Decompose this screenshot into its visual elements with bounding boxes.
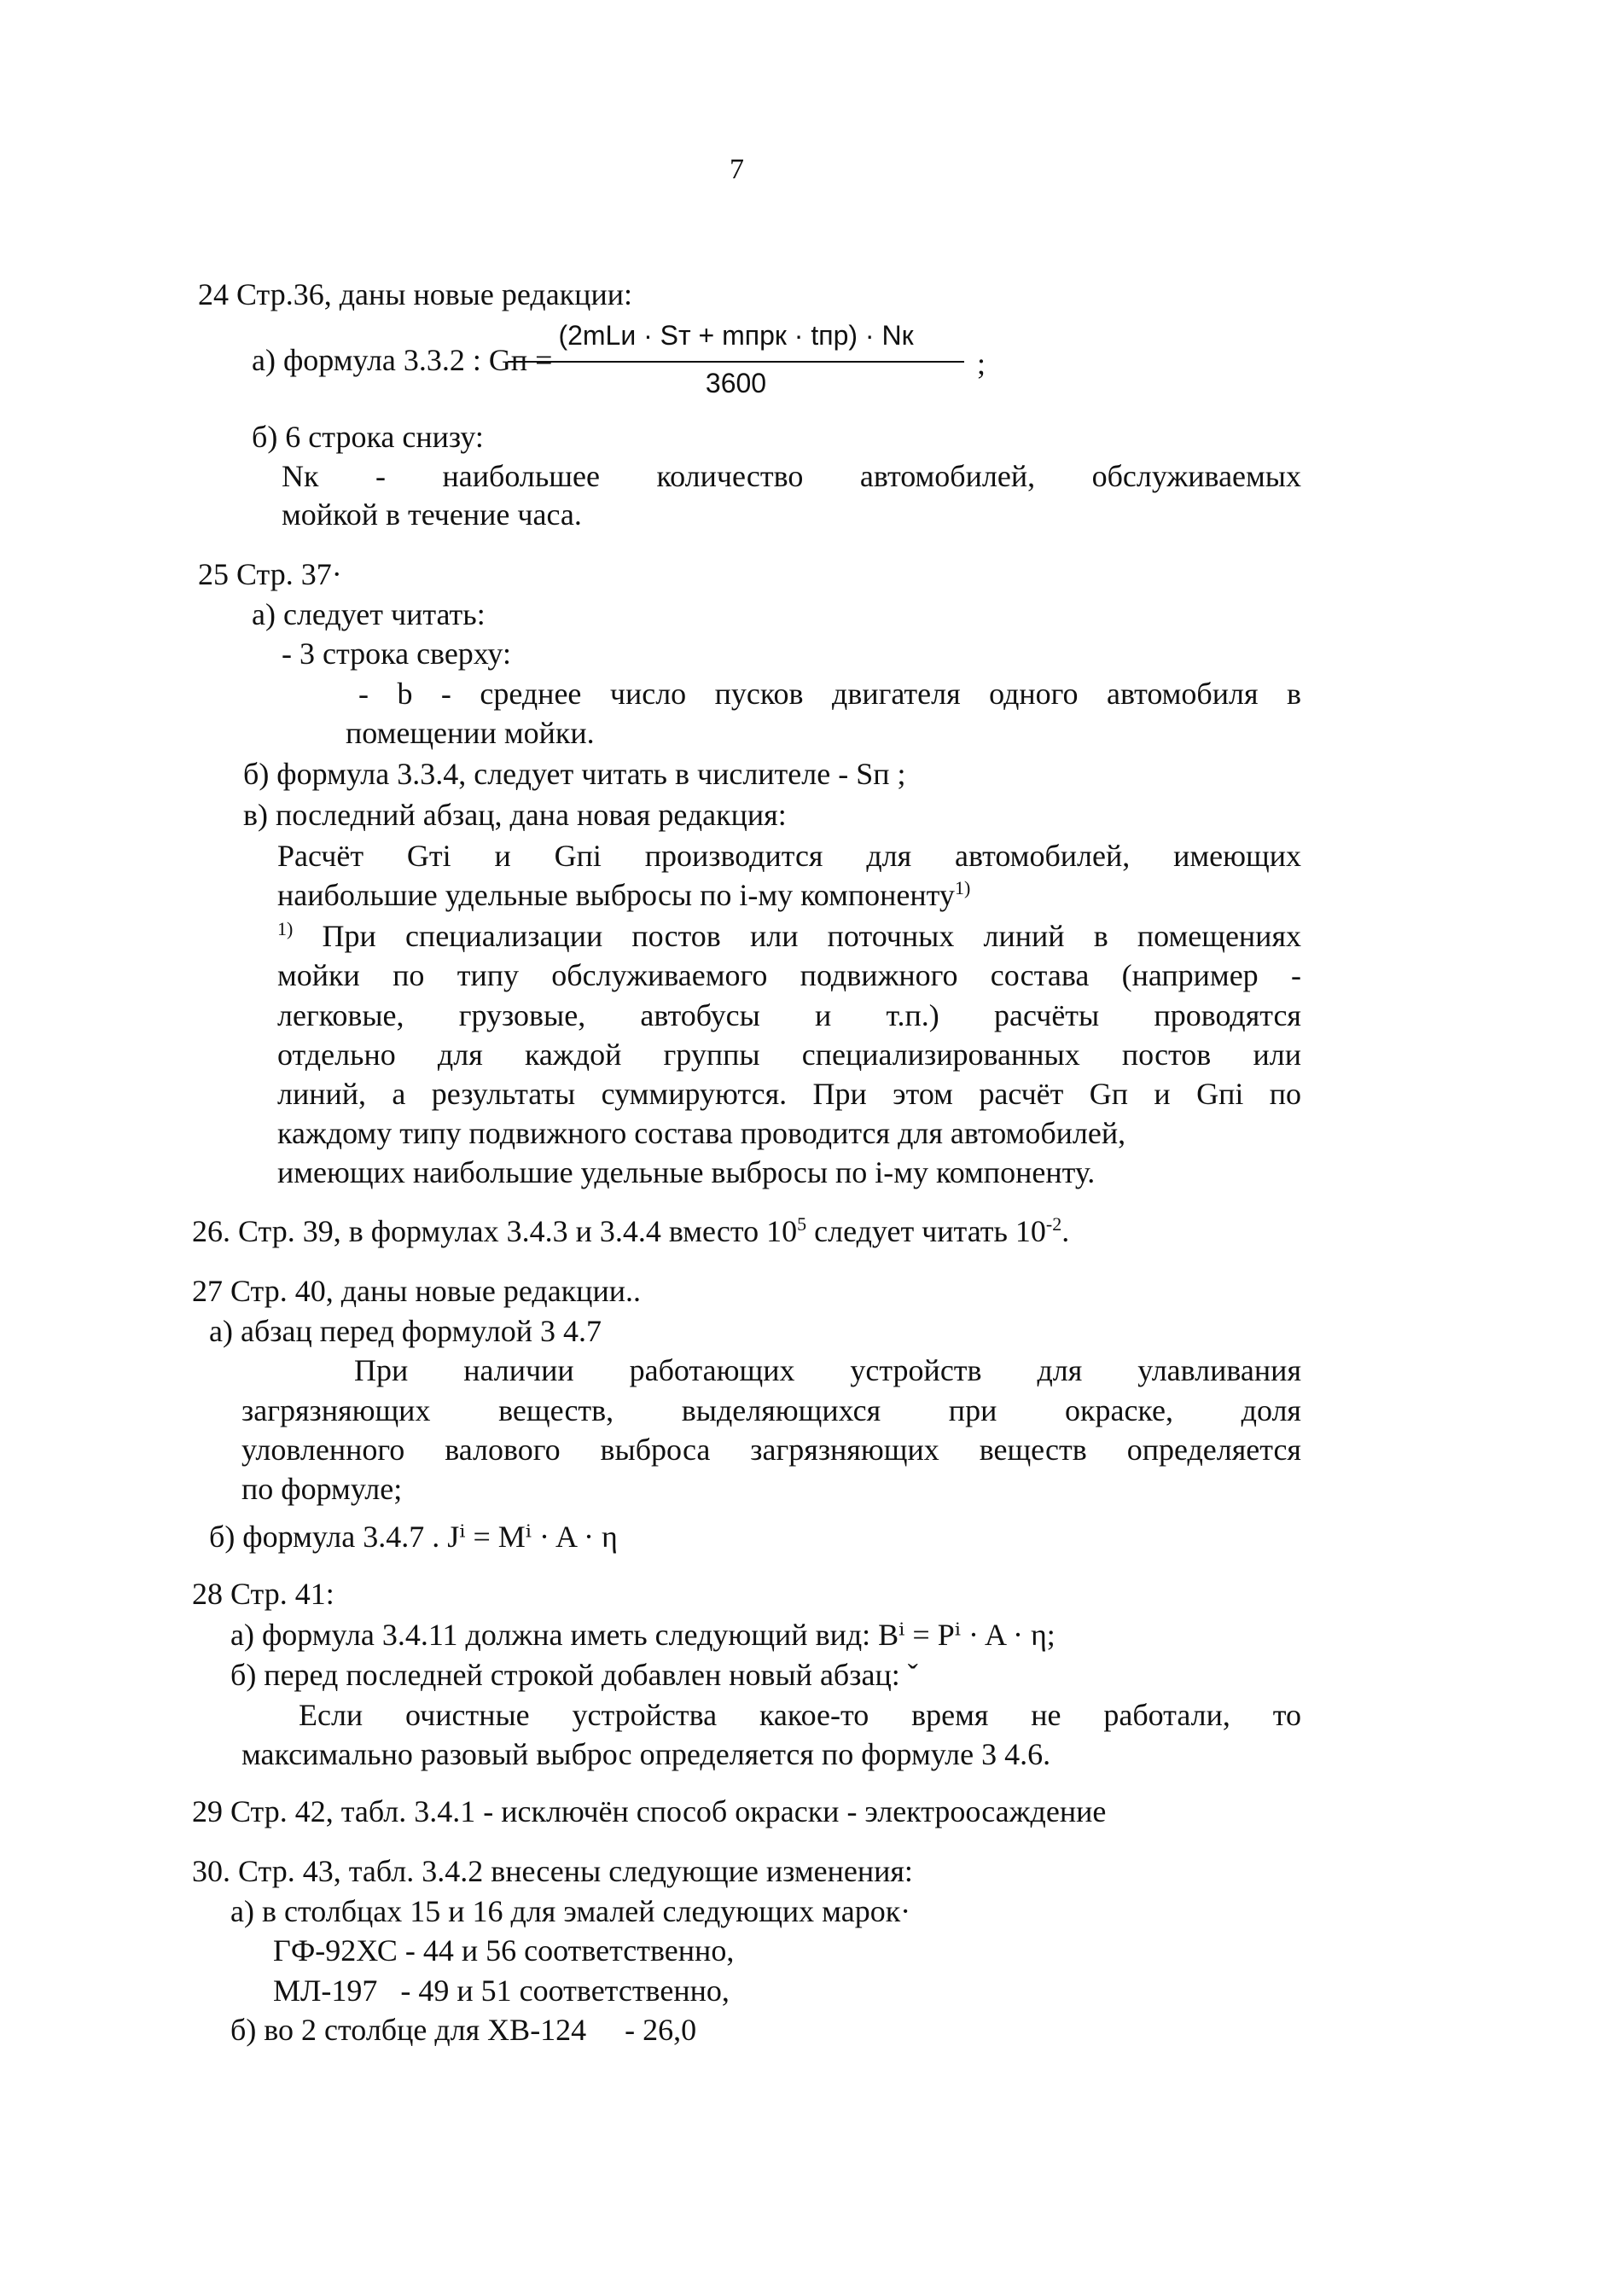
item-30-ml: МЛ-197 - 49 и 51 соответственно, bbox=[273, 1973, 730, 2008]
item-27-p1: При наличии работающих устройств для улавливания bbox=[354, 1353, 1301, 1387]
item-28-a: а) формула 3.4.11 должна иметь следующий вид: Bⁱ = Pⁱ · A · η; bbox=[230, 1618, 1055, 1652]
item-25-foot2: мойки по типу обслуживаемого подвижного состава (например - bbox=[277, 958, 1301, 992]
formula-semicolon: ; bbox=[977, 346, 986, 381]
item-30-b: б) во 2 столбце для ХВ-124 - 26,0 bbox=[230, 2013, 697, 2047]
item-25-c: в) последний абзац, дана новая редакция: bbox=[243, 798, 787, 832]
item-24-nk-line2: мойкой в течение часа. bbox=[282, 497, 582, 532]
item-24-heading: 24 Стр.36, даны новые редакции: bbox=[198, 277, 632, 311]
item-28-b: б) перед последней строкой добавлен новый абзац: ˇ bbox=[230, 1658, 918, 1692]
item-27-p4: по формуле; bbox=[241, 1472, 403, 1506]
item-26-sup-a: 5 bbox=[797, 1213, 807, 1235]
item-28-p1: Если очистные устройства какое-то время не работали, то bbox=[299, 1698, 1301, 1732]
item-25-calc1: Расчёт Gтi и Gпi производится для автомобилей, имеющих bbox=[277, 839, 1301, 873]
footnote-mark: 1) bbox=[277, 918, 294, 939]
item-28-heading: 28 Стр. 41: bbox=[192, 1577, 334, 1611]
calc2-footnote-mark: 1) bbox=[954, 877, 971, 898]
item-29: 29 Стр. 42, табл. 3.4.1 - исключён способ окраски - электроосаждение bbox=[192, 1794, 1107, 1828]
item-27-p3: уловленного валового выброса загрязняющих веществ определяется bbox=[241, 1433, 1301, 1467]
item-25-a-line: - 3 строка сверху: bbox=[282, 636, 511, 671]
item-24-nk-line1: Nк - наибольшее количество автомобилей, обслуживаемых bbox=[282, 459, 1301, 493]
item-25-foot5: линий, а результаты суммируются. При этом расчёт Gп и Gпi по bbox=[277, 1077, 1301, 1111]
calc2-text: наибольшие удельные выбросы по i-му компоненту bbox=[277, 878, 955, 912]
foot1-text: При специализации постов или поточных линий в помещениях bbox=[322, 919, 1302, 953]
item-25-foot7: имеющих наибольшие удельные выбросы по i-му компоненту. bbox=[277, 1155, 1096, 1189]
item-27-p2: загрязняющих веществ, выделяющихся при окраске, доля bbox=[241, 1393, 1301, 1427]
formula-3-3-2 bbox=[252, 320, 1020, 414]
item-27-b: б) формула 3.4.7 . Jⁱ = Mⁱ · A · η bbox=[209, 1520, 618, 1554]
item-26-text-c: . bbox=[1061, 1214, 1070, 1248]
item-27-a: а) абзац перед формулой 3 4.7 bbox=[209, 1314, 602, 1348]
item-25-a: а) следует читать: bbox=[252, 597, 486, 631]
item-28-p2: максимально разовый выброс определяется по формуле 3 4.6. bbox=[241, 1737, 1051, 1771]
item-26-text-b: следует читать 10 bbox=[806, 1214, 1046, 1248]
item-26-text-a: 26. Стр. 39, в формулах 3.4.3 и 3.4.4 вместо 10 bbox=[192, 1214, 798, 1248]
item-30-a: а) в столбцах 15 и 16 для эмалей следующих марок· bbox=[230, 1894, 911, 1928]
item-26 bbox=[192, 1212, 1069, 1251]
item-25-foot1 bbox=[277, 916, 1301, 956]
item-25-foot6: каждому типу подвижного состава проводится для автомобилей, bbox=[277, 1116, 1126, 1150]
item-25-b-def1: - b - среднее число пусков двигателя одного автомобиля в bbox=[358, 677, 1301, 711]
item-25-calc2 bbox=[277, 875, 970, 915]
item-25-heading: 25 Стр. 37· bbox=[198, 557, 342, 591]
formula-denominator: 3600 bbox=[705, 368, 767, 398]
fraction-bar bbox=[508, 361, 964, 363]
formula-numerator: (2mLи · Sт + mпрк · tпр) · Nк bbox=[558, 320, 914, 351]
item-27-heading: 27 Стр. 40, даны новые редакции.. bbox=[192, 1274, 641, 1308]
item-26-sup-b: -2 bbox=[1045, 1213, 1062, 1235]
item-30-heading: 30. Стр. 43, табл. 3.4.2 внесены следующие изменения: bbox=[192, 1854, 913, 1888]
item-25-b: б) формула 3.3.4, следует читать в числителе - Sп ; bbox=[243, 757, 906, 791]
formula-label: а) формула 3.3.2 : Gп = bbox=[252, 343, 553, 377]
item-24-sub-b: б) 6 строка снизу: bbox=[252, 420, 484, 454]
page-number: 7 bbox=[730, 154, 744, 185]
item-25-b-def2: помещении мойки. bbox=[346, 716, 595, 750]
item-25-foot4: отдельно для каждой группы специализированных постов или bbox=[277, 1038, 1301, 1072]
item-25-foot3: легковые, грузовые, автобусы и т.п.) расчёты проводятся bbox=[277, 998, 1301, 1032]
item-30-gf: ГФ-92ХС - 44 и 56 соответственно, bbox=[273, 1933, 735, 1968]
